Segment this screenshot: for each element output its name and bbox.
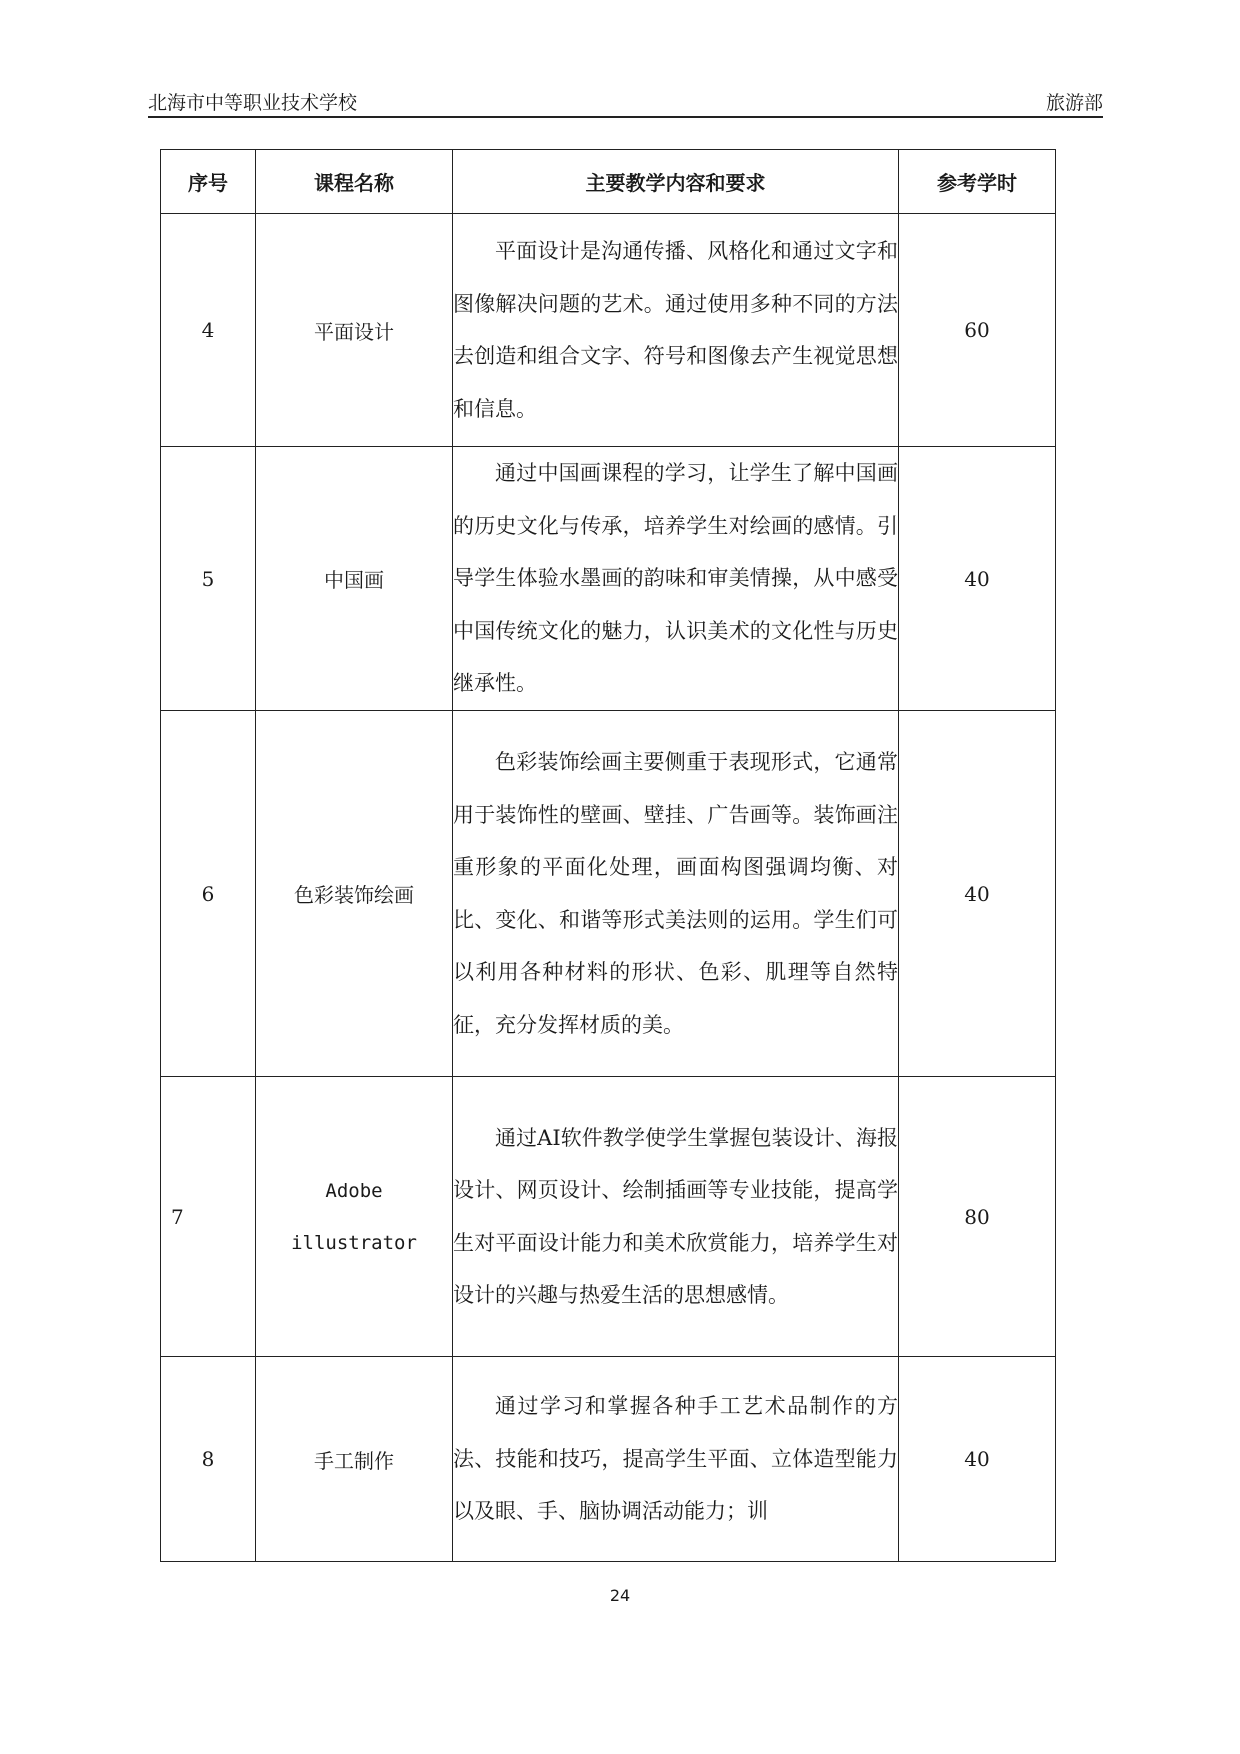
page-header [148, 86, 1103, 118]
row-content [453, 1077, 899, 1357]
row-content [453, 711, 899, 1077]
table-header-row [161, 150, 1056, 214]
row-no: 6 [161, 711, 256, 1077]
row-content [453, 214, 899, 447]
table-row [161, 214, 1056, 447]
header-hours: 参考学时 [899, 150, 1056, 214]
row-course-name: 平面设计 [256, 214, 453, 447]
row-course-name: 中国画 [256, 447, 453, 711]
curriculum-table [160, 149, 1056, 1562]
row-hours: 60 [899, 214, 1056, 447]
row-content-text: 通过AI软件教学使学生掌握包装设计、海报设计、网页设计、绘制插画等专业技能，提高学生对平面设计能力和美术欣赏能力，培养学生对设计的兴趣与热爱生活的思想感情。 [453, 1125, 898, 1307]
row-hours: 40 [899, 447, 1056, 711]
header-no: 序号 [161, 150, 256, 214]
page-number: 24 [609, 1586, 631, 1605]
row-course-name: 色彩装饰绘画 [256, 711, 453, 1077]
table-row [161, 447, 1056, 711]
header-name: 课程名称 [256, 150, 453, 214]
table-row [161, 1357, 1056, 1562]
row-course-name [256, 1077, 453, 1357]
school-name: 北海市中等职业技术学校 [148, 92, 358, 114]
header-content: 主要教学内容和要求 [453, 150, 899, 214]
row-no: 4 [161, 214, 256, 447]
course-name-line-2: illustrator [291, 1231, 417, 1254]
row-content [453, 1357, 899, 1562]
row-content-text: 平面设计是沟通传播、风格化和通过文字和图像解决问题的艺术。通过使用多种不同的方法去创造和组合文字、符号和图像去产生视觉思想和信息。 [453, 239, 898, 421]
course-name-line-1: Adobe [325, 1179, 383, 1202]
row-content [453, 447, 899, 711]
department-name: 旅游部 [1045, 92, 1103, 114]
row-hours: 40 [899, 711, 1056, 1077]
row-hours: 40 [899, 1357, 1056, 1562]
row-hours: 80 [899, 1077, 1056, 1357]
row-no: 8 [161, 1357, 256, 1562]
row-content-text: 色彩装饰绘画主要侧重于表现形式，它通常用于装饰性的壁画、壁挂、广告画等。装饰画注重形象的平面化处理，画面构图强调均衡、对比、变化、和谐等形式美法则的运用。学生们可以利用各种材料的形状、色彩、肌理等自然特征，充分发挥材质的美。 [453, 750, 898, 1037]
row-content-text: 通过学习和掌握各种手工艺术品制作的方法、技能和技巧，提高学生平面、立体造型能力以及眼、手、脑协调活动能力；训 [453, 1394, 898, 1524]
row-content-text: 通过中国画课程的学习，让学生了解中国画的历史文化与传承，培养学生对绘画的感情。引导学生体验水墨画的韵味和审美情操，从中感受中国传统文化的魅力，认识美术的文化性与历史继承性。 [453, 461, 898, 696]
table-row [161, 1077, 1056, 1357]
row-course-name: 手工制作 [256, 1357, 453, 1562]
row-no: 5 [161, 447, 256, 711]
table-row [161, 711, 1056, 1077]
row-no: 7 [161, 1077, 256, 1357]
